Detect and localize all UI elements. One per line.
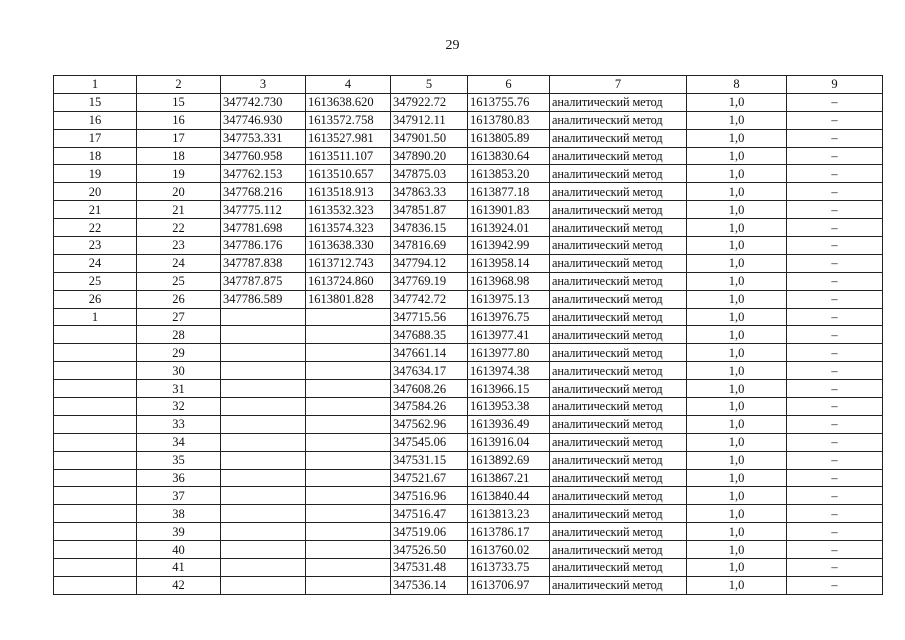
x-old-cell — [221, 326, 306, 344]
vertex-number-cell: 33 — [137, 415, 221, 433]
accuracy-cell: 1,0 — [687, 559, 787, 577]
y-old-cell: 1613724.860 — [306, 272, 391, 290]
point-number-cell: 24 — [54, 254, 137, 272]
point-number-cell — [54, 326, 137, 344]
y-new-cell: 1613840.44 — [468, 487, 550, 505]
x-new-cell: 347536.14 — [391, 576, 468, 594]
point-number-cell — [54, 523, 137, 541]
accuracy-cell: 1,0 — [687, 415, 787, 433]
method-cell: аналитический метод — [550, 308, 687, 326]
y-new-cell: 1613974.38 — [468, 362, 550, 380]
table-row — [54, 362, 883, 380]
x-new-cell: 347521.67 — [391, 469, 468, 487]
x-old-cell — [221, 362, 306, 380]
vertex-number-cell: 23 — [137, 237, 221, 255]
column-header: 9 — [787, 76, 883, 94]
vertex-number-cell: 22 — [137, 219, 221, 237]
method-cell: аналитический метод — [550, 451, 687, 469]
note-cell: – — [787, 93, 883, 111]
y-old-cell — [306, 398, 391, 416]
table-row — [54, 237, 883, 255]
point-number-cell: 23 — [54, 237, 137, 255]
y-new-cell: 1613733.75 — [468, 559, 550, 577]
x-new-cell: 347715.56 — [391, 308, 468, 326]
point-number-cell — [54, 362, 137, 380]
x-new-cell: 347519.06 — [391, 523, 468, 541]
y-new-cell: 1613966.15 — [468, 380, 550, 398]
note-cell: – — [787, 433, 883, 451]
y-old-cell: 1613532.323 — [306, 201, 391, 219]
table-row — [54, 93, 883, 111]
method-cell: аналитический метод — [550, 433, 687, 451]
x-old-cell — [221, 523, 306, 541]
note-cell: – — [787, 290, 883, 308]
y-new-cell: 1613786.17 — [468, 523, 550, 541]
accuracy-cell: 1,0 — [687, 433, 787, 451]
point-number-cell: 20 — [54, 183, 137, 201]
y-old-cell: 1613638.620 — [306, 93, 391, 111]
y-old-cell — [306, 505, 391, 523]
note-cell: – — [787, 469, 883, 487]
accuracy-cell: 1,0 — [687, 487, 787, 505]
y-new-cell: 1613968.98 — [468, 272, 550, 290]
y-new-cell: 1613953.38 — [468, 398, 550, 416]
y-new-cell: 1613853.20 — [468, 165, 550, 183]
note-cell: – — [787, 272, 883, 290]
table-row — [54, 344, 883, 362]
y-old-cell — [306, 559, 391, 577]
point-number-cell — [54, 541, 137, 559]
method-cell: аналитический метод — [550, 254, 687, 272]
method-cell: аналитический метод — [550, 290, 687, 308]
method-cell: аналитический метод — [550, 93, 687, 111]
y-old-cell: 1613511.107 — [306, 147, 391, 165]
vertex-number-cell: 41 — [137, 559, 221, 577]
x-new-cell: 347661.14 — [391, 344, 468, 362]
table-row — [54, 415, 883, 433]
method-cell: аналитический метод — [550, 129, 687, 147]
vertex-number-cell: 35 — [137, 451, 221, 469]
table-row — [54, 183, 883, 201]
point-number-cell — [54, 487, 137, 505]
y-new-cell: 1613830.64 — [468, 147, 550, 165]
table-row — [54, 541, 883, 559]
table-header-row — [54, 76, 883, 94]
table-row — [54, 559, 883, 577]
y-new-cell: 1613805.89 — [468, 129, 550, 147]
y-old-cell — [306, 344, 391, 362]
x-old-cell — [221, 487, 306, 505]
note-cell: – — [787, 505, 883, 523]
x-new-cell: 347890.20 — [391, 147, 468, 165]
note-cell: – — [787, 559, 883, 577]
x-new-cell: 347922.72 — [391, 93, 468, 111]
y-old-cell: 1613712.743 — [306, 254, 391, 272]
table-row — [54, 201, 883, 219]
note-cell: – — [787, 541, 883, 559]
x-new-cell: 347863.33 — [391, 183, 468, 201]
y-old-cell — [306, 308, 391, 326]
note-cell: – — [787, 523, 883, 541]
table-row — [54, 398, 883, 416]
note-cell: – — [787, 362, 883, 380]
point-number-cell — [54, 576, 137, 594]
x-old-cell — [221, 415, 306, 433]
y-old-cell — [306, 451, 391, 469]
y-old-cell — [306, 380, 391, 398]
x-old-cell: 347760.958 — [221, 147, 306, 165]
x-old-cell: 347746.930 — [221, 111, 306, 129]
method-cell: аналитический метод — [550, 219, 687, 237]
table-row — [54, 451, 883, 469]
x-new-cell: 347545.06 — [391, 433, 468, 451]
point-number-cell — [54, 451, 137, 469]
method-cell: аналитический метод — [550, 272, 687, 290]
note-cell: – — [787, 487, 883, 505]
page-number: 29 — [445, 38, 460, 53]
x-old-cell: 347762.153 — [221, 165, 306, 183]
accuracy-cell: 1,0 — [687, 111, 787, 129]
column-header: 2 — [137, 76, 221, 94]
vertex-number-cell: 26 — [137, 290, 221, 308]
vertex-number-cell: 20 — [137, 183, 221, 201]
table-row — [54, 165, 883, 183]
x-new-cell: 347816.69 — [391, 237, 468, 255]
note-cell: – — [787, 129, 883, 147]
method-cell: аналитический метод — [550, 541, 687, 559]
x-old-cell — [221, 451, 306, 469]
x-new-cell: 347526.50 — [391, 541, 468, 559]
y-old-cell: 1613638.330 — [306, 237, 391, 255]
table-body — [54, 93, 883, 594]
method-cell: аналитический метод — [550, 201, 687, 219]
y-new-cell: 1613936.49 — [468, 415, 550, 433]
note-cell: – — [787, 237, 883, 255]
y-new-cell: 1613877.18 — [468, 183, 550, 201]
y-old-cell: 1613518.913 — [306, 183, 391, 201]
vertex-number-cell: 15 — [137, 93, 221, 111]
x-new-cell: 347769.19 — [391, 272, 468, 290]
accuracy-cell: 1,0 — [687, 344, 787, 362]
x-old-cell: 347786.176 — [221, 237, 306, 255]
column-header: 3 — [221, 76, 306, 94]
point-number-cell: 1 — [54, 308, 137, 326]
table-row — [54, 254, 883, 272]
table-row — [54, 433, 883, 451]
point-number-cell: 17 — [54, 129, 137, 147]
table-row — [54, 129, 883, 147]
point-number-cell: 16 — [54, 111, 137, 129]
coordinates-table — [53, 75, 883, 595]
point-number-cell: 26 — [54, 290, 137, 308]
accuracy-cell: 1,0 — [687, 254, 787, 272]
method-cell: аналитический метод — [550, 398, 687, 416]
method-cell: аналитический метод — [550, 147, 687, 165]
accuracy-cell: 1,0 — [687, 237, 787, 255]
vertex-number-cell: 25 — [137, 272, 221, 290]
accuracy-cell: 1,0 — [687, 576, 787, 594]
x-old-cell: 347781.698 — [221, 219, 306, 237]
method-cell: аналитический метод — [550, 487, 687, 505]
y-new-cell: 1613977.80 — [468, 344, 550, 362]
x-old-cell — [221, 541, 306, 559]
table-row — [54, 380, 883, 398]
point-number-cell: 18 — [54, 147, 137, 165]
y-old-cell — [306, 541, 391, 559]
point-number-cell — [54, 398, 137, 416]
y-new-cell: 1613755.76 — [468, 93, 550, 111]
table-row — [54, 272, 883, 290]
x-old-cell — [221, 380, 306, 398]
method-cell: аналитический метод — [550, 523, 687, 541]
y-new-cell: 1613892.69 — [468, 451, 550, 469]
point-number-cell: 19 — [54, 165, 137, 183]
vertex-number-cell: 31 — [137, 380, 221, 398]
point-number-cell — [54, 380, 137, 398]
note-cell: – — [787, 219, 883, 237]
note-cell: – — [787, 147, 883, 165]
accuracy-cell: 1,0 — [687, 451, 787, 469]
column-header: 5 — [391, 76, 468, 94]
column-header: 4 — [306, 76, 391, 94]
y-new-cell: 1613977.41 — [468, 326, 550, 344]
accuracy-cell: 1,0 — [687, 505, 787, 523]
y-old-cell — [306, 523, 391, 541]
x-old-cell: 347753.331 — [221, 129, 306, 147]
method-cell: аналитический метод — [550, 415, 687, 433]
table-row — [54, 523, 883, 541]
column-header: 8 — [687, 76, 787, 94]
x-new-cell: 347875.03 — [391, 165, 468, 183]
note-cell: – — [787, 254, 883, 272]
method-cell: аналитический метод — [550, 344, 687, 362]
x-new-cell: 347836.15 — [391, 219, 468, 237]
y-new-cell: 1613916.04 — [468, 433, 550, 451]
x-old-cell — [221, 344, 306, 362]
table-row — [54, 326, 883, 344]
column-header: 7 — [550, 76, 687, 94]
x-old-cell: 347787.838 — [221, 254, 306, 272]
method-cell: аналитический метод — [550, 576, 687, 594]
y-old-cell: 1613574.323 — [306, 219, 391, 237]
y-old-cell: 1613572.758 — [306, 111, 391, 129]
x-old-cell: 347775.112 — [221, 201, 306, 219]
x-old-cell: 347786.589 — [221, 290, 306, 308]
vertex-number-cell: 24 — [137, 254, 221, 272]
x-new-cell: 347851.87 — [391, 201, 468, 219]
x-new-cell: 347531.48 — [391, 559, 468, 577]
x-new-cell: 347516.96 — [391, 487, 468, 505]
accuracy-cell: 1,0 — [687, 219, 787, 237]
table-row — [54, 147, 883, 165]
y-old-cell — [306, 362, 391, 380]
method-cell: аналитический метод — [550, 326, 687, 344]
y-old-cell: 1613527.981 — [306, 129, 391, 147]
y-old-cell: 1613801.828 — [306, 290, 391, 308]
vertex-number-cell: 30 — [137, 362, 221, 380]
vertex-number-cell: 21 — [137, 201, 221, 219]
x-old-cell: 347742.730 — [221, 93, 306, 111]
accuracy-cell: 1,0 — [687, 398, 787, 416]
point-number-cell: 15 — [54, 93, 137, 111]
accuracy-cell: 1,0 — [687, 326, 787, 344]
x-new-cell: 347584.26 — [391, 398, 468, 416]
x-old-cell — [221, 505, 306, 523]
accuracy-cell: 1,0 — [687, 165, 787, 183]
x-new-cell: 347794.12 — [391, 254, 468, 272]
method-cell: аналитический метод — [550, 362, 687, 380]
table-row — [54, 487, 883, 505]
x-old-cell — [221, 469, 306, 487]
method-cell: аналитический метод — [550, 183, 687, 201]
accuracy-cell: 1,0 — [687, 129, 787, 147]
x-old-cell — [221, 433, 306, 451]
y-old-cell — [306, 576, 391, 594]
vertex-number-cell: 37 — [137, 487, 221, 505]
table-row — [54, 469, 883, 487]
method-cell: аналитический метод — [550, 505, 687, 523]
note-cell: – — [787, 308, 883, 326]
x-old-cell — [221, 398, 306, 416]
y-old-cell: 1613510.657 — [306, 165, 391, 183]
y-new-cell: 1613780.83 — [468, 111, 550, 129]
method-cell: аналитический метод — [550, 237, 687, 255]
x-new-cell: 347531.15 — [391, 451, 468, 469]
x-new-cell: 347634.17 — [391, 362, 468, 380]
y-new-cell: 1613976.75 — [468, 308, 550, 326]
vertex-number-cell: 42 — [137, 576, 221, 594]
y-old-cell — [306, 469, 391, 487]
x-new-cell: 347912.11 — [391, 111, 468, 129]
note-cell: – — [787, 201, 883, 219]
y-new-cell: 1613958.14 — [468, 254, 550, 272]
accuracy-cell: 1,0 — [687, 201, 787, 219]
accuracy-cell: 1,0 — [687, 469, 787, 487]
vertex-number-cell: 29 — [137, 344, 221, 362]
y-new-cell: 1613901.83 — [468, 201, 550, 219]
table-row — [54, 219, 883, 237]
y-old-cell — [306, 433, 391, 451]
method-cell: аналитический метод — [550, 559, 687, 577]
table-row — [54, 111, 883, 129]
x-new-cell: 347742.72 — [391, 290, 468, 308]
y-new-cell: 1613975.13 — [468, 290, 550, 308]
note-cell: – — [787, 183, 883, 201]
y-new-cell: 1613924.01 — [468, 219, 550, 237]
x-old-cell: 347787.875 — [221, 272, 306, 290]
x-old-cell — [221, 308, 306, 326]
vertex-number-cell: 28 — [137, 326, 221, 344]
x-new-cell: 347901.50 — [391, 129, 468, 147]
note-cell: – — [787, 326, 883, 344]
note-cell: – — [787, 451, 883, 469]
vertex-number-cell: 18 — [137, 147, 221, 165]
x-new-cell: 347562.96 — [391, 415, 468, 433]
y-old-cell — [306, 415, 391, 433]
accuracy-cell: 1,0 — [687, 541, 787, 559]
note-cell: – — [787, 111, 883, 129]
y-new-cell: 1613942.99 — [468, 237, 550, 255]
note-cell: – — [787, 165, 883, 183]
vertex-number-cell: 17 — [137, 129, 221, 147]
method-cell: аналитический метод — [550, 380, 687, 398]
point-number-cell: 21 — [54, 201, 137, 219]
point-number-cell: 22 — [54, 219, 137, 237]
y-new-cell: 1613867.21 — [468, 469, 550, 487]
x-old-cell — [221, 559, 306, 577]
x-new-cell: 347608.26 — [391, 380, 468, 398]
note-cell: – — [787, 415, 883, 433]
y-old-cell — [306, 326, 391, 344]
column-header: 6 — [468, 76, 550, 94]
y-new-cell: 1613706.97 — [468, 576, 550, 594]
point-number-cell: 25 — [54, 272, 137, 290]
vertex-number-cell: 34 — [137, 433, 221, 451]
point-number-cell — [54, 344, 137, 362]
accuracy-cell: 1,0 — [687, 183, 787, 201]
vertex-number-cell: 16 — [137, 111, 221, 129]
vertex-number-cell: 38 — [137, 505, 221, 523]
note-cell: – — [787, 380, 883, 398]
accuracy-cell: 1,0 — [687, 147, 787, 165]
y-new-cell: 1613813.23 — [468, 505, 550, 523]
vertex-number-cell: 39 — [137, 523, 221, 541]
accuracy-cell: 1,0 — [687, 308, 787, 326]
point-number-cell — [54, 559, 137, 577]
table-row — [54, 308, 883, 326]
x-new-cell: 347688.35 — [391, 326, 468, 344]
x-new-cell: 347516.47 — [391, 505, 468, 523]
accuracy-cell: 1,0 — [687, 523, 787, 541]
x-old-cell: 347768.216 — [221, 183, 306, 201]
column-header: 1 — [54, 76, 137, 94]
point-number-cell — [54, 505, 137, 523]
accuracy-cell: 1,0 — [687, 380, 787, 398]
x-old-cell — [221, 576, 306, 594]
table-row — [54, 576, 883, 594]
accuracy-cell: 1,0 — [687, 93, 787, 111]
note-cell: – — [787, 398, 883, 416]
method-cell: аналитический метод — [550, 111, 687, 129]
vertex-number-cell: 36 — [137, 469, 221, 487]
table-row — [54, 290, 883, 308]
vertex-number-cell: 32 — [137, 398, 221, 416]
vertex-number-cell: 40 — [137, 541, 221, 559]
y-new-cell: 1613760.02 — [468, 541, 550, 559]
point-number-cell — [54, 415, 137, 433]
accuracy-cell: 1,0 — [687, 362, 787, 380]
method-cell: аналитический метод — [550, 469, 687, 487]
note-cell: – — [787, 344, 883, 362]
y-old-cell — [306, 487, 391, 505]
accuracy-cell: 1,0 — [687, 272, 787, 290]
vertex-number-cell: 27 — [137, 308, 221, 326]
accuracy-cell: 1,0 — [687, 290, 787, 308]
table-row — [54, 505, 883, 523]
note-cell: – — [787, 576, 883, 594]
point-number-cell — [54, 469, 137, 487]
point-number-cell — [54, 433, 137, 451]
method-cell: аналитический метод — [550, 165, 687, 183]
vertex-number-cell: 19 — [137, 165, 221, 183]
